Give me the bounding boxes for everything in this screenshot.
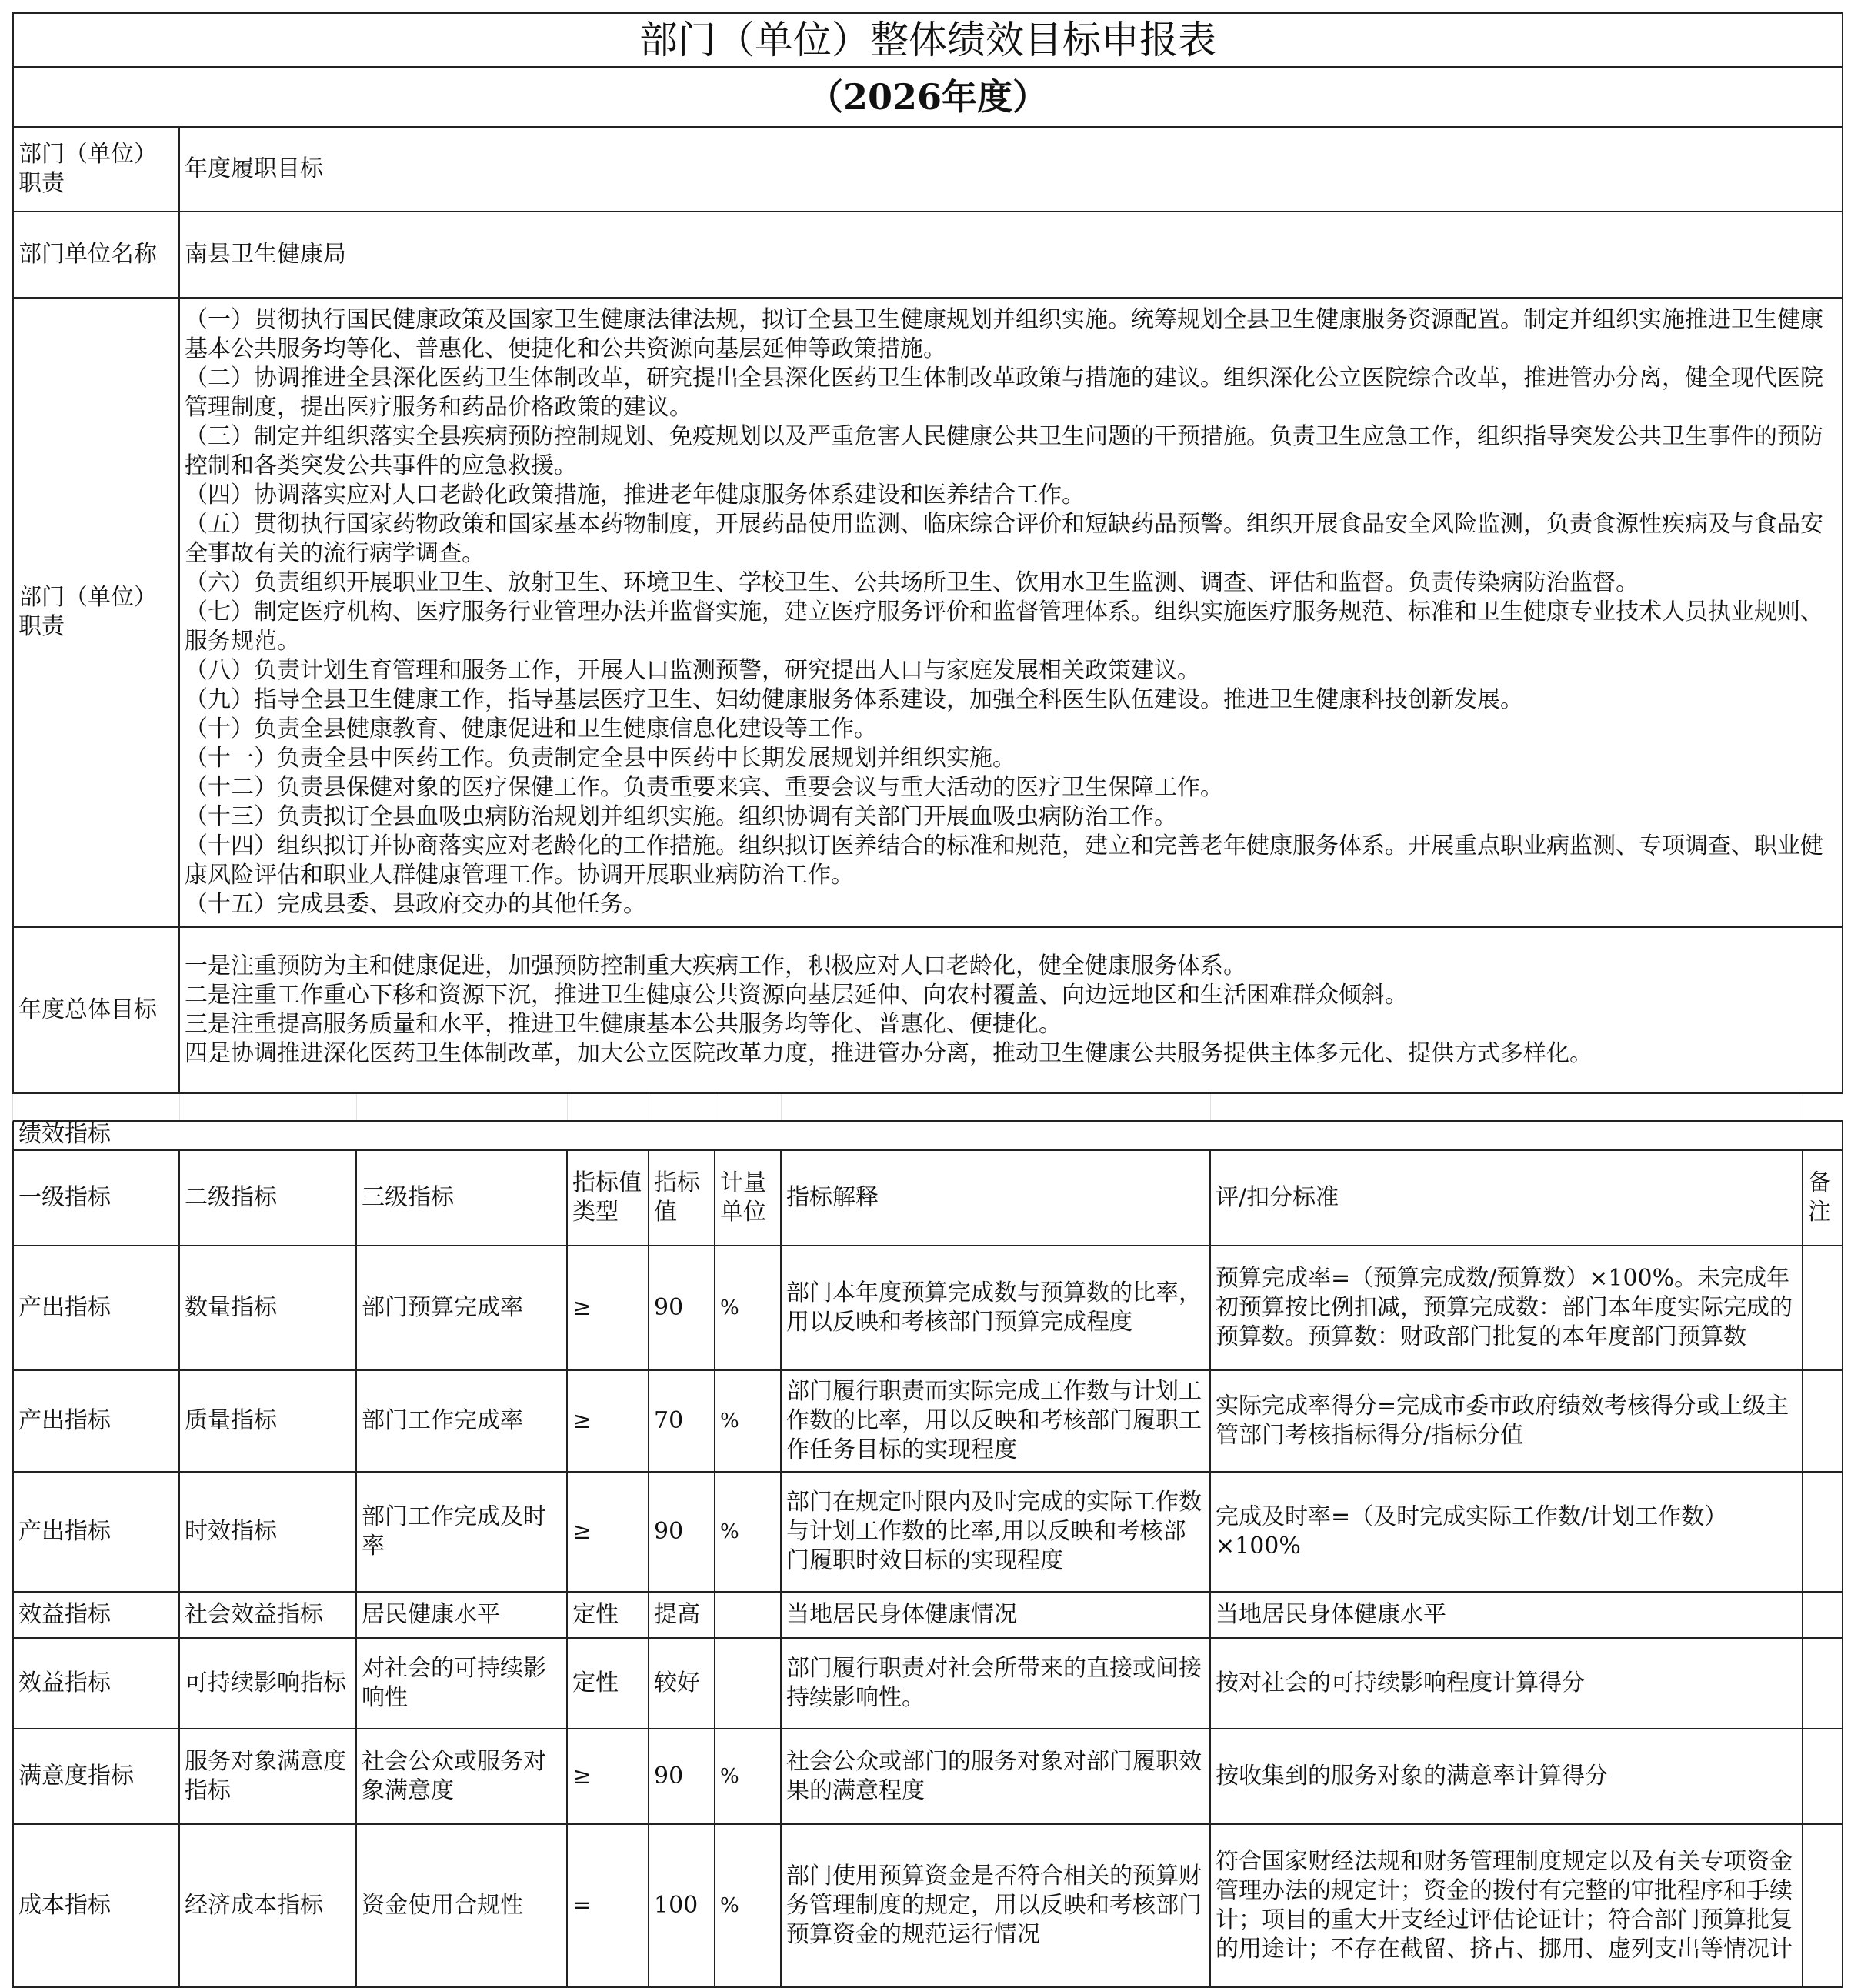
cell-value: 90 — [649, 1729, 715, 1824]
cell-explain: 社会公众或部门的服务对象对部门履职效果的满意程度 — [781, 1729, 1210, 1824]
cell-l3: 部门工作完成及时率 — [356, 1472, 567, 1592]
header-l2: 二级指标 — [179, 1150, 356, 1246]
cell-type: ≥ — [567, 1246, 649, 1370]
cell-unit: % — [715, 1824, 781, 1987]
header-explain: 指标解释 — [781, 1150, 1210, 1246]
cell-l3: 资金使用合规性 — [356, 1824, 567, 1987]
performance-table — [12, 1120, 1843, 1988]
goal-item: 二是注重工作重心下移和资源下沉，推进卫生健康公共资源向基层延伸、向农村覆盖、向边远地区和生活困难群众倾斜。 — [185, 982, 1408, 1009]
cell-standard: 完成及时率=（及时完成实际工作数/计划工作数）×100% — [1210, 1472, 1803, 1592]
table-row — [13, 1638, 1843, 1729]
goal-item: 四是协调推进深化医药卫生体制改革，加大公立医院改革力度，推进管办分离，推动卫生健康公共服务提供主体多元化、提供方式多样化。 — [185, 1040, 1593, 1067]
declaration-sheet — [12, 12, 1842, 1988]
cell-explain: 当地居民身体健康情况 — [781, 1592, 1210, 1638]
duty-item: （十一）负责全县中医药工作。负责制定全县中医药中长期发展规划并组织实施。 — [185, 745, 1016, 772]
cell-value: 90 — [649, 1472, 715, 1592]
dept-name-value: 南县卫生健康局 — [179, 212, 1843, 298]
cell-note — [1803, 1472, 1843, 1592]
page-title: 部门（单位）整体绩效目标申报表 — [13, 13, 1843, 67]
annual-goals — [179, 927, 1843, 1093]
table-row — [13, 1824, 1843, 1987]
cell-value: 100 — [649, 1824, 715, 1987]
cell-l3: 社会公众或服务对象满意度 — [356, 1729, 567, 1824]
duty-item: （十二）负责县保健对象的医疗保健工作。负责重要来宾、重要会议与重大活动的医疗卫生保障工作。 — [185, 774, 1223, 801]
duty-item: （九）指导全县卫生健康工作，指导基层医疗卫生、妇幼健康服务体系建设，加强全科医生队伍建设。推进卫生健康科技创新发展。 — [185, 686, 1523, 713]
cell-unit: % — [715, 1246, 781, 1370]
goal-item: 一是注重预防为主和健康促进，加强预防控制重大疾病工作，积极应对人口老龄化，健全健康服务体系。 — [185, 952, 1246, 979]
header-unit: 计量单位 — [715, 1150, 781, 1246]
header-value: 指标值 — [649, 1150, 715, 1246]
cell-unit: % — [715, 1729, 781, 1824]
cell-l1: 效益指标 — [13, 1638, 179, 1729]
cell-standard: 按对社会的可持续影响程度计算得分 — [1210, 1638, 1803, 1729]
cell-l2: 时效指标 — [179, 1472, 356, 1592]
cell-type: = — [567, 1824, 649, 1987]
cell-type: 定性 — [567, 1592, 649, 1638]
cell-note — [1803, 1638, 1843, 1729]
duty-item: （十）负责全县健康教育、健康促进和卫生健康信息化建设等工作。 — [185, 715, 877, 742]
duty-item: （二）协调推进全县深化医药卫生体制改革，研究提出全县深化医药卫生体制改革政策与措施的建议。组织深化公立医院综合改革，推进管办分离，健全现代医院管理制度，提出医疗服务和药品价格政策的建议。 — [185, 365, 1823, 421]
cell-standard: 预算完成率=（预算完成数/预算数）×100%。未完成年初预算按比例扣减，预算完成数：部门本年度实际完成的预算数。预算数：财政部门批复的本年度部门预算数 — [1210, 1246, 1803, 1370]
info-table — [12, 12, 1843, 1094]
cell-l3: 对社会的可持续影响性 — [356, 1638, 567, 1729]
duty-item: （五）贯彻执行国家药物政策和国家基本药物制度，开展药品使用监测、临床综合评价和短缺药品预警。组织开展食品安全风险监测，负责食源性疾病及与食品安全事故有关的流行病学调查。 — [185, 511, 1823, 567]
cell-l2: 服务对象满意度指标 — [179, 1729, 356, 1824]
cell-value: 90 — [649, 1246, 715, 1370]
cell-l1: 成本指标 — [13, 1824, 179, 1987]
table-row — [13, 1472, 1843, 1592]
row1-label: 部门（单位）职责 — [13, 127, 179, 212]
cell-standard: 按收集到的服务对象的满意率计算得分 — [1210, 1729, 1803, 1824]
cell-note — [1803, 1370, 1843, 1472]
duty-item: （十五）完成县委、县政府交办的其他任务。 — [185, 891, 646, 918]
cell-type: ≥ — [567, 1729, 649, 1824]
cell-explain: 部门使用预算资金是否符合相关的预算财务管理制度的规定，用以反映和考核部门预算资金的规范运行情况 — [781, 1824, 1210, 1987]
cell-l2: 质量指标 — [179, 1370, 356, 1472]
cell-note — [1803, 1592, 1843, 1638]
cell-l3: 部门预算完成率 — [356, 1246, 567, 1370]
cell-explain: 部门履行职责而实际完成工作数与计划工作数的比率，用以反映和考核部门履职工作任务目标的实现程度 — [781, 1370, 1210, 1472]
header-l3: 三级指标 — [356, 1150, 567, 1246]
cell-unit — [715, 1592, 781, 1638]
header-type: 指标值类型 — [567, 1150, 649, 1246]
year-label: （2026年度） — [13, 67, 1843, 127]
duties-label: 部门（单位）职责 — [13, 298, 179, 927]
row1-value: 年度履职目标 — [179, 127, 1843, 212]
goal-item: 三是注重提高服务质量和水平，推进卫生健康基本公共服务均等化、普惠化、便捷化。 — [185, 1011, 1062, 1038]
duty-item: （十四）组织拟订并协商落实应对老龄化的工作措施。组织拟订医养结合的标准和规范，建立和完善老年健康服务体系。开展重点职业病监测、专项调查、职业健康风险评估和职业人群健康管理工作。协调开展职业病防治工作。 — [185, 832, 1823, 889]
cell-l2: 可持续影响指标 — [179, 1638, 356, 1729]
cell-type: ≥ — [567, 1472, 649, 1592]
header-l1: 一级指标 — [13, 1150, 179, 1246]
cell-note — [1803, 1246, 1843, 1370]
cell-l2: 数量指标 — [179, 1246, 356, 1370]
cell-unit: % — [715, 1370, 781, 1472]
cell-l1: 产出指标 — [13, 1246, 179, 1370]
cell-note — [1803, 1729, 1843, 1824]
cell-value: 70 — [649, 1370, 715, 1472]
cell-explain: 部门履行职责对社会所带来的直接或间接持续影响性。 — [781, 1638, 1210, 1729]
dept-name-label: 部门单位名称 — [13, 212, 179, 298]
table-row — [13, 1592, 1843, 1638]
duty-item: （十三）负责拟订全县血吸虫病防治规划并组织实施。组织协调有关部门开展血吸虫病防治工作。 — [185, 803, 1177, 830]
header-standard: 评/扣分标准 — [1210, 1150, 1803, 1246]
cell-type: ≥ — [567, 1370, 649, 1472]
cell-l2: 社会效益指标 — [179, 1592, 356, 1638]
cell-unit: % — [715, 1472, 781, 1592]
cell-l1: 产出指标 — [13, 1370, 179, 1472]
table-row — [13, 1246, 1843, 1370]
section-label: 绩效指标 — [13, 1120, 1843, 1150]
cell-explain: 部门在规定时限内及时完成的实际工作数与计划工作数的比率,用以反映和考核部门履职时效目标的实现程度 — [781, 1472, 1210, 1592]
cell-standard: 当地居民身体健康水平 — [1210, 1592, 1803, 1638]
cell-unit — [715, 1638, 781, 1729]
cell-note — [1803, 1824, 1843, 1987]
cell-standard: 实际完成率得分=完成市委市政府绩效考核得分或上级主管部门考核指标得分/指标分值 — [1210, 1370, 1803, 1472]
duties-list — [179, 298, 1843, 927]
duty-item: （六）负责组织开展职业卫生、放射卫生、环境卫生、学校卫生、公共场所卫生、饮用水卫生监测、调查、评估和监督。负责传染病防治监督。 — [185, 569, 1639, 596]
duty-item: （四）协调落实应对人口老龄化政策措施，推进老年健康服务体系建设和医养结合工作。 — [185, 482, 1085, 509]
cell-l1: 产出指标 — [13, 1472, 179, 1592]
cell-l3: 部门工作完成率 — [356, 1370, 567, 1472]
cell-type: 定性 — [567, 1638, 649, 1729]
table-row — [13, 1729, 1843, 1824]
duty-item: （三）制定并组织落实全县疾病预防控制规划、免疫规划以及严重危害人民健康公共卫生问题的干预措施。负责卫生应急工作，组织指导突发公共卫生事件的预防控制和各类突发公共事件的应急救援。 — [185, 423, 1823, 479]
cell-l3: 居民健康水平 — [356, 1592, 567, 1638]
cell-value: 提高 — [649, 1592, 715, 1638]
cell-l1: 效益指标 — [13, 1592, 179, 1638]
header-note: 备注 — [1803, 1150, 1843, 1246]
duty-item: （八）负责计划生育管理和服务工作，开展人口监测预警，研究提出人口与家庭发展相关政策建议。 — [185, 657, 1200, 684]
annual-goal-label: 年度总体目标 — [13, 927, 179, 1093]
spacer-row — [12, 1094, 1842, 1120]
cell-l1: 满意度指标 — [13, 1729, 179, 1824]
cell-standard: 符合国家财经法规和财务管理制度规定以及有关专项资金管理办法的规定计；资金的拨付有完整的审批程序和手续计；项目的重大开支经过评估论证计；符合部门预算批复的用途计；不存在截留、挤占、挪用、虚列支出等情况计 — [1210, 1824, 1803, 1987]
cell-l2: 经济成本指标 — [179, 1824, 356, 1987]
cell-explain: 部门本年度预算完成数与预算数的比率，用以反映和考核部门预算完成程度 — [781, 1246, 1210, 1370]
duty-item: （七）制定医疗机构、医疗服务行业管理办法并监督实施，建立医疗服务评价和监督管理体系。组织实施医疗服务规范、标准和卫生健康专业技术人员执业规则、服务规范。 — [185, 599, 1823, 655]
duty-item: （一）贯彻执行国民健康政策及国家卫生健康法律法规，拟订全县卫生健康规划并组织实施。统筹规划全县卫生健康服务资源配置。制定并组织实施推进卫生健康基本公共服务均等化、普惠化、便捷化和公共资源向基层延伸等政策措施。 — [185, 306, 1823, 362]
cell-value: 较好 — [649, 1638, 715, 1729]
table-row — [13, 1370, 1843, 1472]
